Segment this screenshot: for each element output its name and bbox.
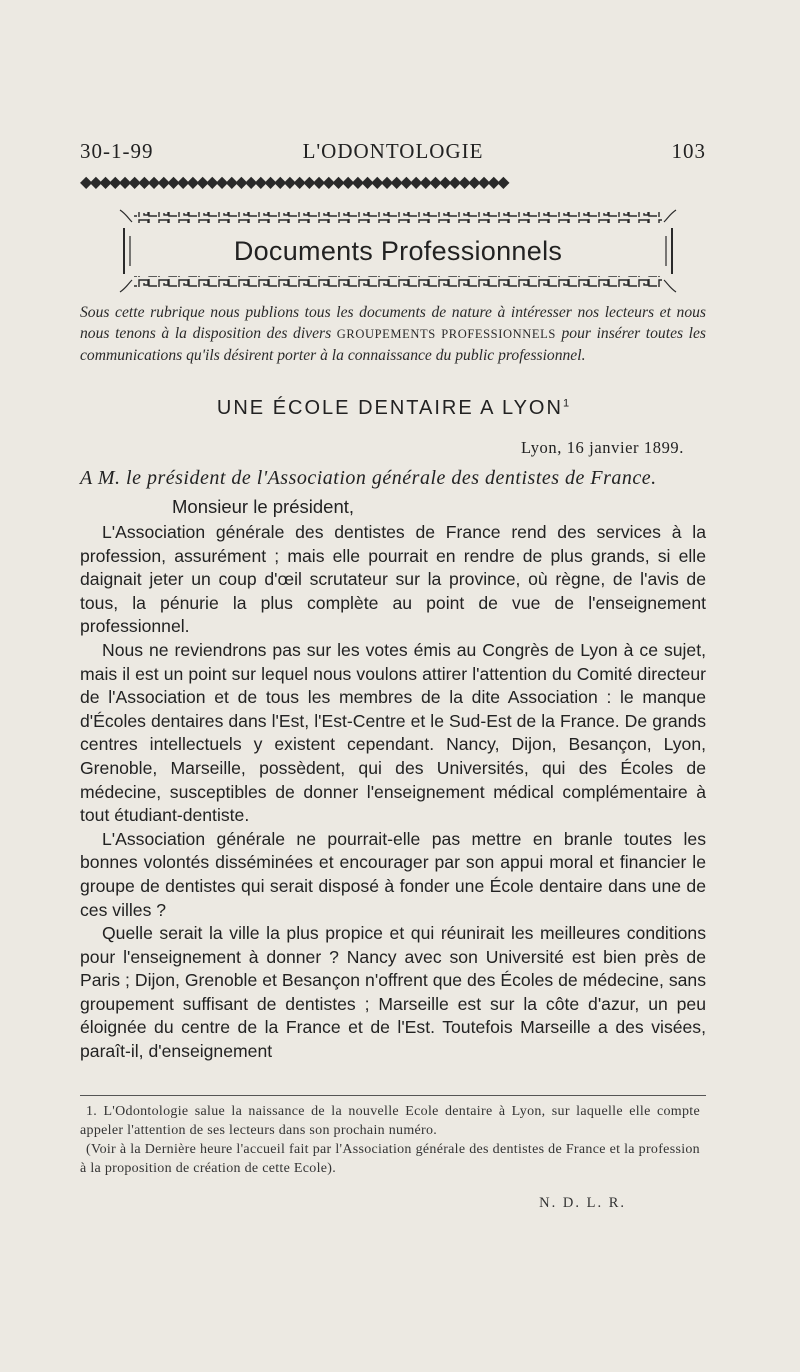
footnote: 1. L'Odontologie salue la naissance de la nouvelle Ecole dentaire à Lyon, sur laquelle elle compte appeler l'attention de ses lecteurs dans son prochain numéro. xyxy=(80,1104,700,1138)
article-title xyxy=(80,397,706,420)
editor-signature: N. D. L. R. xyxy=(539,1195,626,1211)
running-head xyxy=(80,139,706,169)
footnote: (Voir à la Dernière heure l'accueil fait par l'Association générale des dentistes de France et la profession à la proposition de création de cette Ecole). xyxy=(80,1142,700,1176)
rubric-intro xyxy=(80,302,706,366)
letter-body xyxy=(80,521,706,1064)
letter-salutation: Monsieur le président, xyxy=(172,496,355,517)
body-paragraph: Nous ne reviendrons pas sur les votes émis au Congrès de Lyon à ce sujet, mais il est un point sur lequel nous voulons attirer l'attention du Comité directeur de l'Association et de tous les membres de la dite Association : le manque d'Écoles dentaires dans l'Est, l'Est-Centre et le Sud-Est de la France. De grands centres intellectuels y existent cependant. Nancy, Dijon, Besançon, Lyon, Grenoble, Marseille, possèdent, qui des Universités, qui des Écoles de médecine, susceptibles de donner l'enseignement médical complémentaire à tout étudiant-dentiste. xyxy=(80,639,706,826)
intro-small-caps: GROUPEMENTS PROFESSIONNELS xyxy=(336,327,556,341)
intro-text-1: Sous cette rubrique nous publions tous les documents de nature à intéresser nos lecteurs et nous nous tenons à la disposition des divers xyxy=(80,304,706,342)
article-title-text: UNE ÉCOLE DENTAIRE A LYON xyxy=(216,397,563,419)
body-paragraph: L'Association générale ne pourrait-elle pas mettre en branle toutes les bonnes volontés disséminées et encourager par son appui moral et financier le groupe de dentistes qui serait disposé à fonder une École dentaire dans une de ces villes ? xyxy=(80,828,706,920)
section-header-frame xyxy=(118,208,678,294)
intro-text-2: pour insérer toutes les communications qu'ils désirent porter à la connaissance du public professionnel. xyxy=(80,325,706,364)
issue-date: 30-1-99 xyxy=(80,139,154,163)
section-title: Documents Professionnels xyxy=(233,236,563,266)
footnote-marker: 1 xyxy=(562,397,570,410)
footnotes xyxy=(80,1102,700,1178)
letter-addressee: A M. le président de l'Association générale des dentistes de France. xyxy=(80,467,657,489)
letter-dateline: Lyon, 16 janvier 1899. xyxy=(520,438,684,457)
page-number: 103 xyxy=(671,139,706,163)
journal-title: L'ODONTOLOGIE xyxy=(302,139,484,163)
footnote-divider xyxy=(80,1095,706,1096)
body-paragraph: Quelle serait la ville la plus propice et qui réunirait les meilleures conditions pour l'enseignement à donner ? Nancy avec son Université est bien près de Paris ; Dijon, Grenoble et Besançon n'offrent que des Écoles de médecine, sans groupement suffisant de dentistes ; Marseille est sur la côte d'azur, un peu éloignée du centre de la France et de l'Est. Toutefois Marseille a des visées, paraît-il, d'enseignement xyxy=(80,923,706,1062)
body-paragraph: L'Association générale des dentistes de France rend des services à la profession, assurément ; mais elle pourrait en rendre de plus grands, si elle daignait jeter un coup d'œil scrutateur sur la province, où règne, de l'avis de tous, la pénurie la plus complète au point de vue de l'enseignement professionnel. xyxy=(80,522,706,637)
diamond-ornament-rule: ◆◆◆◆◆◆◆◆◆◆◆◆◆◆◆◆◆◆◆◆◆◆◆◆◆◆◆◆◆◆◆◆◆◆◆◆◆◆◆◆◆◆◆◆ xyxy=(80,173,508,191)
